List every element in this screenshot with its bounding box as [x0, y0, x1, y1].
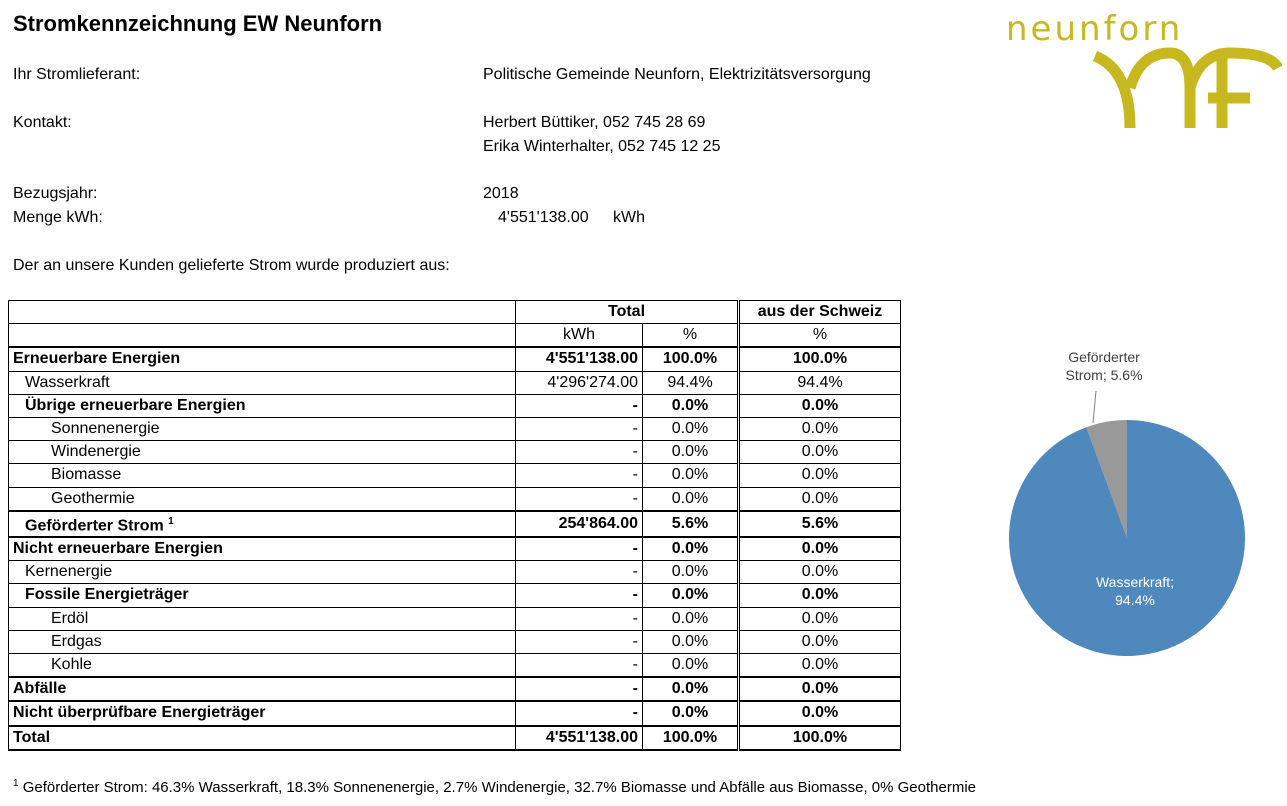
row-kwh: 254'864.00 — [516, 511, 643, 537]
row-swiss: 0.0% — [740, 537, 901, 561]
contact-1: Herbert Büttiker, 052 745 28 69 — [483, 114, 706, 131]
label-leader-line — [1093, 391, 1096, 423]
row-pct: 0.0% — [643, 394, 738, 417]
row-swiss: 0.0% — [740, 394, 901, 417]
amount-value: 4'551'138.00 — [498, 209, 589, 226]
table-row — [9, 464, 901, 487]
footnote — [13, 778, 976, 796]
row-kwh: 4'551'138.00 — [516, 347, 643, 371]
row-kwh: - — [516, 677, 643, 701]
row-label: Sonnenenergie — [9, 417, 516, 440]
table-row — [9, 630, 901, 653]
pie-slices — [1009, 420, 1245, 656]
row-pct: 0.0% — [643, 561, 738, 584]
row-pct: 100.0% — [643, 347, 738, 371]
supplier-label: Ihr Stromlieferant: — [13, 66, 141, 83]
row-swiss: 0.0% — [740, 417, 901, 440]
row-pct: 0.0% — [643, 537, 738, 561]
row-swiss: 0.0% — [740, 441, 901, 464]
label-wasser-1: Wasserkraft; — [1095, 574, 1175, 590]
row-swiss: 0.0% — [740, 584, 901, 607]
table-row — [9, 537, 901, 561]
unit-pct-total: % — [643, 324, 738, 348]
row-kwh: - — [516, 561, 643, 584]
row-pct: 0.0% — [643, 584, 738, 607]
row-swiss: 0.0% — [740, 653, 901, 677]
row-swiss: 0.0% — [740, 607, 901, 630]
row-label: Windenergie — [9, 441, 516, 464]
year-label: Bezugsjahr: — [13, 185, 98, 202]
row-label: Erdgas — [9, 630, 516, 653]
row-kwh: - — [516, 441, 643, 464]
row-label: Erdöl — [9, 607, 516, 630]
row-pct: 5.6% — [643, 511, 738, 537]
neunforn-logo — [1000, 8, 1282, 133]
header-swiss: aus der Schweiz — [740, 301, 901, 324]
intro-text: Der an unsere Kunden gelieferte Strom wurde produziert aus: — [13, 257, 450, 274]
row-kwh: - — [516, 653, 643, 677]
row-pct: 0.0% — [643, 630, 738, 653]
table-row — [9, 607, 901, 630]
row-kwh: - — [516, 701, 643, 725]
row-kwh: - — [516, 464, 643, 487]
table-row — [9, 371, 901, 394]
row-kwh: - — [516, 537, 643, 561]
contact-2: Erika Winterhalter, 052 745 12 25 — [483, 138, 721, 155]
amount-label: Menge kWh: — [13, 209, 103, 226]
row-label: Abfälle — [9, 677, 516, 701]
supplier-value: Politische Gemeinde Neunforn, Elektrizitätsversorgung — [483, 66, 871, 83]
table-row — [9, 394, 901, 417]
logo-wordmark: neunforn — [1006, 9, 1184, 49]
row-pct: 100.0% — [643, 726, 738, 750]
year-value: 2018 — [483, 185, 519, 202]
row-pct: 94.4% — [643, 371, 738, 394]
row-kwh: 4'296'274.00 — [516, 371, 643, 394]
row-pct: 0.0% — [643, 653, 738, 677]
row-swiss: 0.0% — [740, 464, 901, 487]
energy-mix-pie-chart — [990, 330, 1270, 670]
table-row — [9, 487, 901, 511]
row-label: Nicht erneuerbare Energien — [9, 537, 516, 561]
row-pct: 0.0% — [643, 677, 738, 701]
row-swiss: 0.0% — [740, 701, 901, 725]
row-kwh: - — [516, 487, 643, 511]
row-swiss: 0.0% — [740, 561, 901, 584]
row-label: Geförderter Strom $^1$ — [9, 511, 516, 537]
energy-mix-table — [8, 300, 901, 751]
table-row — [9, 347, 901, 371]
row-pct: 0.0% — [643, 487, 738, 511]
table-row — [9, 417, 901, 440]
row-kwh: - — [516, 607, 643, 630]
row-kwh: 4'551'138.00 — [516, 726, 643, 750]
table-row — [9, 726, 901, 750]
row-swiss: 94.4% — [740, 371, 901, 394]
row-swiss: 100.0% — [740, 347, 901, 371]
table-row — [9, 441, 901, 464]
label-foerder-1: Geförderter — [1068, 349, 1140, 365]
row-swiss: 0.0% — [740, 487, 901, 511]
pie-slice-wasserkraft — [1009, 420, 1245, 656]
row-pct: 0.0% — [643, 441, 738, 464]
row-label: Fossile Energieträger — [9, 584, 516, 607]
row-label: Erneuerbare Energien — [9, 347, 516, 371]
row-kwh: - — [516, 394, 643, 417]
row-swiss: 100.0% — [740, 726, 901, 750]
contact-label: Kontakt: — [13, 114, 72, 131]
table-row — [9, 653, 901, 677]
unit-pct-swiss: % — [740, 324, 901, 348]
row-kwh: - — [516, 417, 643, 440]
table-row — [9, 511, 901, 537]
table-header-row — [9, 301, 901, 324]
row-label: Kernenergie — [9, 561, 516, 584]
row-pct: 0.0% — [643, 417, 738, 440]
row-pct: 0.0% — [643, 607, 738, 630]
unit-kwh: kWh — [516, 324, 643, 348]
table-row — [9, 584, 901, 607]
row-label: Übrige erneuerbare Energien — [9, 394, 516, 417]
table-body — [9, 347, 901, 749]
row-label: Kohle — [9, 653, 516, 677]
row-label: Biomasse — [9, 464, 516, 487]
footnote-text: Geförderter Strom: 46.3% Wasserkraft, 18.3% Sonnenenergie, 2.7% Windenergie, 32.7% Biomasse und Abfälle aus Biomasse, 0% Geothermie — [22, 779, 977, 796]
table-row — [9, 561, 901, 584]
row-pct: 0.0% — [643, 701, 738, 725]
amount-unit: kWh — [613, 209, 645, 226]
table-row — [9, 677, 901, 701]
label-foerder-2: Strom; 5.6% — [1065, 367, 1143, 383]
row-kwh: - — [516, 584, 643, 607]
header-total: Total — [516, 301, 738, 324]
row-label: Nicht überprüfbare Energieträger — [9, 701, 516, 725]
row-kwh: - — [516, 630, 643, 653]
footnote-mark: 1 — [13, 778, 19, 789]
logo-mf-mark — [1095, 53, 1278, 128]
row-swiss: 0.0% — [740, 677, 901, 701]
row-swiss: 0.0% — [740, 630, 901, 653]
label-wasser-2: 94.4% — [1115, 592, 1155, 608]
row-swiss: 5.6% — [740, 511, 901, 537]
page-title: Stromkennzeichnung EW Neunforn — [13, 11, 383, 36]
row-label: Total — [9, 726, 516, 750]
table-row — [9, 701, 901, 725]
table-unit-row — [9, 324, 901, 348]
row-pct: 0.0% — [643, 464, 738, 487]
row-label: Geothermie — [9, 487, 516, 511]
footnote-ref: 1 — [168, 515, 174, 527]
row-label: Wasserkraft — [9, 371, 516, 394]
